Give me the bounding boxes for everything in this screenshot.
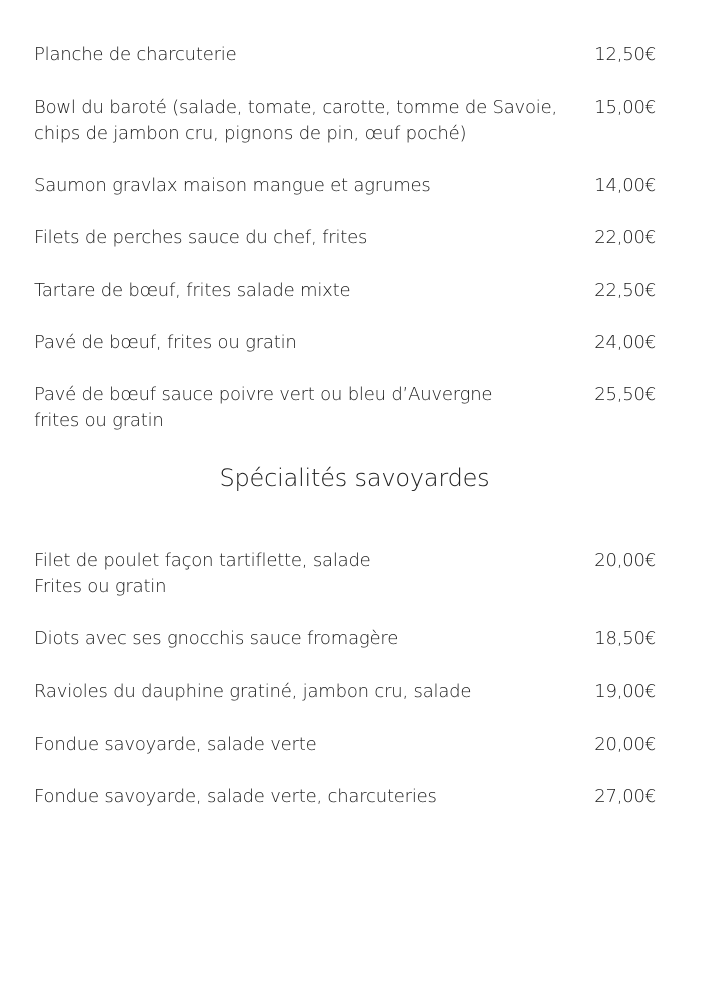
menu-item-description: Fondue savoyarde, salade verte, charcuteries bbox=[34, 786, 437, 807]
menu-item-price: 22,50€ bbox=[594, 280, 656, 301]
menu-item bbox=[34, 679, 656, 705]
menu-item-price: 22,00€ bbox=[594, 227, 656, 248]
menu-item bbox=[34, 42, 656, 68]
menu-item-price: 12,50€ bbox=[594, 44, 656, 65]
menu-item bbox=[34, 382, 656, 434]
menu-item bbox=[34, 548, 656, 600]
menu-item-description: Ravioles du dauphine gratiné, jambon cru, salade bbox=[34, 681, 472, 702]
menu-item bbox=[34, 173, 656, 199]
menu-item-description: Bowl du baroté (salade, tomate, carotte, tomme de Savoie, chips de jambon cru, pignons de pin, œuf poché) bbox=[34, 97, 557, 144]
menu-item-price: 20,00€ bbox=[594, 550, 656, 571]
menu-item-price: 24,00€ bbox=[594, 332, 656, 353]
menu-item-description: Filets de perches sauce du chef, frites bbox=[34, 227, 368, 248]
menu-item-price: 14,00€ bbox=[594, 175, 656, 196]
menu-item-description: Pavé de bœuf, frites ou gratin bbox=[34, 332, 297, 353]
menu-item-description: Pavé de bœuf sauce poivre vert ou bleu d’Auvergne frites ou gratin bbox=[34, 384, 493, 431]
menu-item bbox=[34, 626, 656, 652]
menu-item-description: Planche de charcuterie bbox=[34, 44, 237, 65]
menu-item-price: 18,50€ bbox=[594, 628, 656, 649]
section-title: Spécialités savoyardes bbox=[219, 464, 490, 492]
menu-item bbox=[34, 330, 656, 356]
menu-item-description: Tartare de bœuf, frites salade mixte bbox=[34, 280, 351, 301]
menu-item-description: Filet de poulet façon tartiflette, salade Frites ou gratin bbox=[34, 550, 371, 597]
menu-item-description: Fondue savoyarde, salade verte bbox=[34, 734, 317, 755]
menu-item bbox=[34, 732, 656, 758]
menu-item-price: 25,50€ bbox=[594, 384, 656, 405]
menu-item-price: 27,00€ bbox=[594, 786, 656, 807]
menu-item-price: 15,00€ bbox=[594, 97, 656, 118]
menu-item bbox=[34, 225, 656, 251]
menu-item-description: Saumon gravlax maison mangue et agrumes bbox=[34, 175, 431, 196]
menu-item-price: 20,00€ bbox=[594, 734, 656, 755]
menu-item-description: Diots avec ses gnocchis sauce fromagère bbox=[34, 628, 399, 649]
menu-item bbox=[34, 278, 656, 304]
menu-item bbox=[34, 95, 656, 147]
menu-item-price: 19,00€ bbox=[594, 681, 656, 702]
menu-item bbox=[34, 784, 656, 810]
